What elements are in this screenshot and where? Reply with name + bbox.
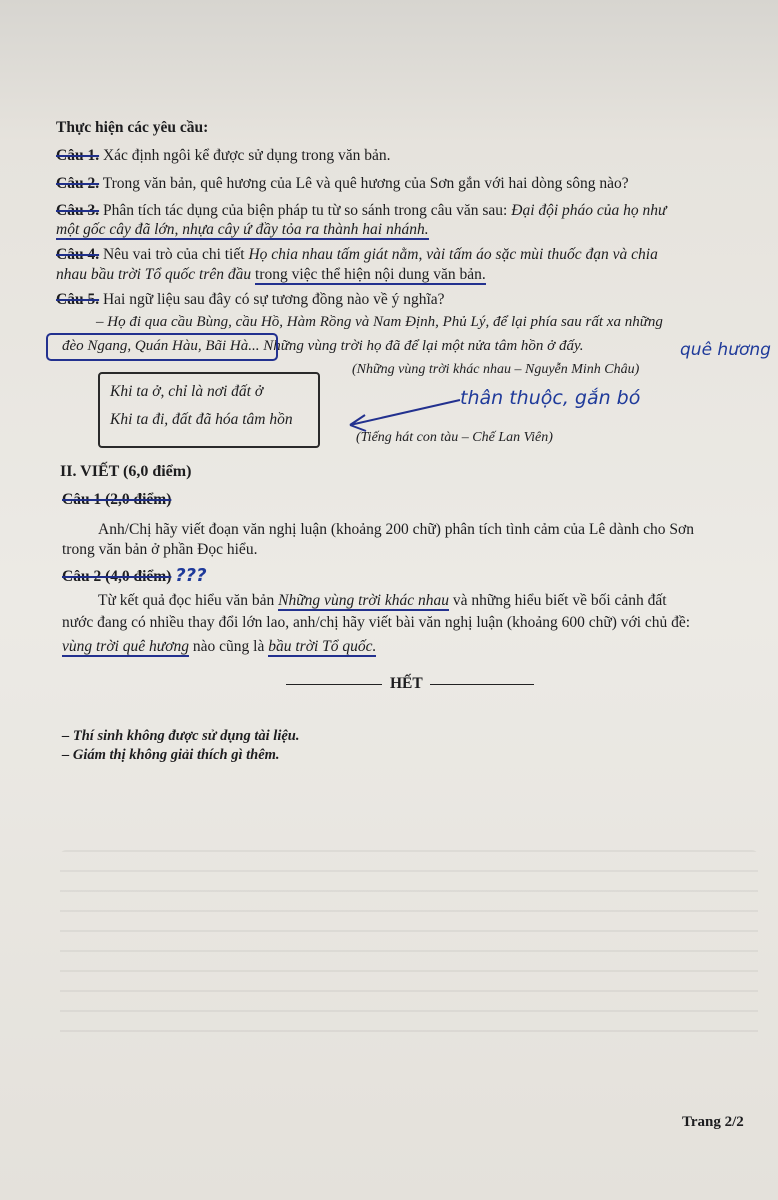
writing-2-line-2: nước đang có nhiều thay đổi lớn lao, anh/chị hãy viết bài văn nghị luận (khoảng 600 chữ) với chủ đề: (62, 614, 691, 631)
excerpt-1-line-1: – Họ đi qua cầu Bùng, cầu Hồ, Hàm Rồng và Nam Định, Phủ Lý, để lại phía sau rất xa những (96, 314, 663, 330)
writing-2-line-1-b: và những hiểu biết về bối cảnh đất (452, 592, 667, 609)
writing-1-line-2: trong văn bản ở phần Đọc hiểu. (62, 541, 258, 558)
question-4-quote-a: Họ chia nhau tấm giát nằm, vài tấm áo sặc mùi thuốc đạn và chia (248, 246, 658, 263)
excerpt-2-source: (Tiếng hát con tàu – Chế Lan Viên) (356, 430, 553, 445)
ink-bracket-places (46, 333, 278, 361)
writing-2-label (62, 566, 207, 587)
question-3-line-1 (56, 201, 667, 221)
excerpt-2-line-1: Khi ta ở, chỉ là nơi đất ở (110, 383, 264, 400)
writing-2-line-1 (98, 591, 667, 611)
writing-2-line-3-b: nào cũng là (192, 638, 265, 655)
excerpt-1-source: (Những vùng trời khác nhau – Nguyễn Minh Châu) (352, 362, 640, 377)
note-1: – Thí sinh không được sử dụng tài liệu. (62, 728, 300, 744)
question-1-text: Xác định ngôi kể được sử dụng trong văn bản. (102, 147, 391, 164)
question-4-quote-b: nhau bầu trời Tổ quốc trên đầu (56, 266, 252, 283)
page-number: Trang 2/2 (682, 1114, 744, 1130)
question-5 (56, 290, 445, 310)
question-3-line-2 (56, 220, 429, 240)
writing-2-line-3-c: bầu trời Tổ quốc. (268, 638, 377, 655)
excerpt-1-line-2: đèo Ngang, Quán Hàu, Bãi Hà... Những vùng trời họ đã để lại một nửa tâm hồn ở đấy. (62, 338, 584, 354)
question-5-text: Hai ngữ liệu sau đây có sự tương đồng nào về ý nghĩa? (102, 291, 445, 308)
ink-arrow-icon (320, 395, 470, 435)
writing-2-line-1-quote: Những vùng trời khác nhau (278, 592, 449, 609)
instruction-heading: Thực hiện các yêu cầu: (56, 119, 209, 136)
end-rule-right (430, 684, 534, 685)
question-3-quote-2: một gốc cây đã lớn, nhựa cây ứ đầy tỏa ra thành hai nhánh. (56, 221, 429, 238)
question-2 (56, 174, 629, 194)
handwritten-note-3: ??? (175, 565, 207, 586)
question-3-quote-1: Đại đội pháo của họ như (511, 202, 667, 219)
writing-2-label-text: Câu 2 (4,0 điểm) (62, 568, 172, 585)
question-4-text-b: trong việc thể hiện nội dung văn bản. (255, 266, 486, 283)
question-4-line-1 (56, 245, 658, 265)
section-title: II. VIẾT (6,0 điểm) (60, 463, 192, 480)
end-marker: HẾT (390, 675, 423, 692)
writing-1-label-text: Câu 1 (2,0 điểm) (62, 491, 172, 508)
writing-1-line-1: Anh/Chị hãy viết đoạn văn nghị luận (khoảng 200 chữ) phân tích tình cảm của Lê dành cho Sơn (98, 521, 694, 538)
excerpt-2-line-2: Khi ta đi, đất đã hóa tâm hồn (110, 411, 293, 428)
question-4-label: Câu 4. (56, 246, 100, 263)
question-1 (56, 146, 391, 166)
end-rule-left (286, 684, 382, 685)
question-2-label: Câu 2. (56, 175, 100, 192)
question-3-label: Câu 3. (56, 202, 100, 219)
writing-2-line-3 (62, 637, 376, 657)
handwritten-note-2: thân thuộc, gắn bó (460, 387, 641, 409)
question-1-label: Câu 1. (56, 147, 100, 164)
question-4-text-a: Nêu vai trò của chi tiết (102, 246, 245, 263)
question-4-line-2 (56, 265, 486, 285)
writing-2-line-1-a: Từ kết quả đọc hiểu văn bản (98, 592, 275, 609)
handwritten-note-1: quê hương (680, 340, 771, 360)
writing-1-label (62, 490, 171, 510)
note-2: – Giám thị không giải thích gì thêm. (62, 747, 280, 763)
writing-2-line-3-a: vùng trời quê hương (62, 638, 190, 655)
question-2-text: Trong văn bản, quê hương của Lê và quê hương của Sơn gắn với hai dòng sông nào? (102, 175, 629, 192)
bleed-through-text (60, 850, 758, 1040)
question-3-text: Phân tích tác dụng của biện pháp tu từ so sánh trong câu văn sau: (102, 202, 508, 219)
question-5-label: Câu 5. (56, 291, 100, 308)
